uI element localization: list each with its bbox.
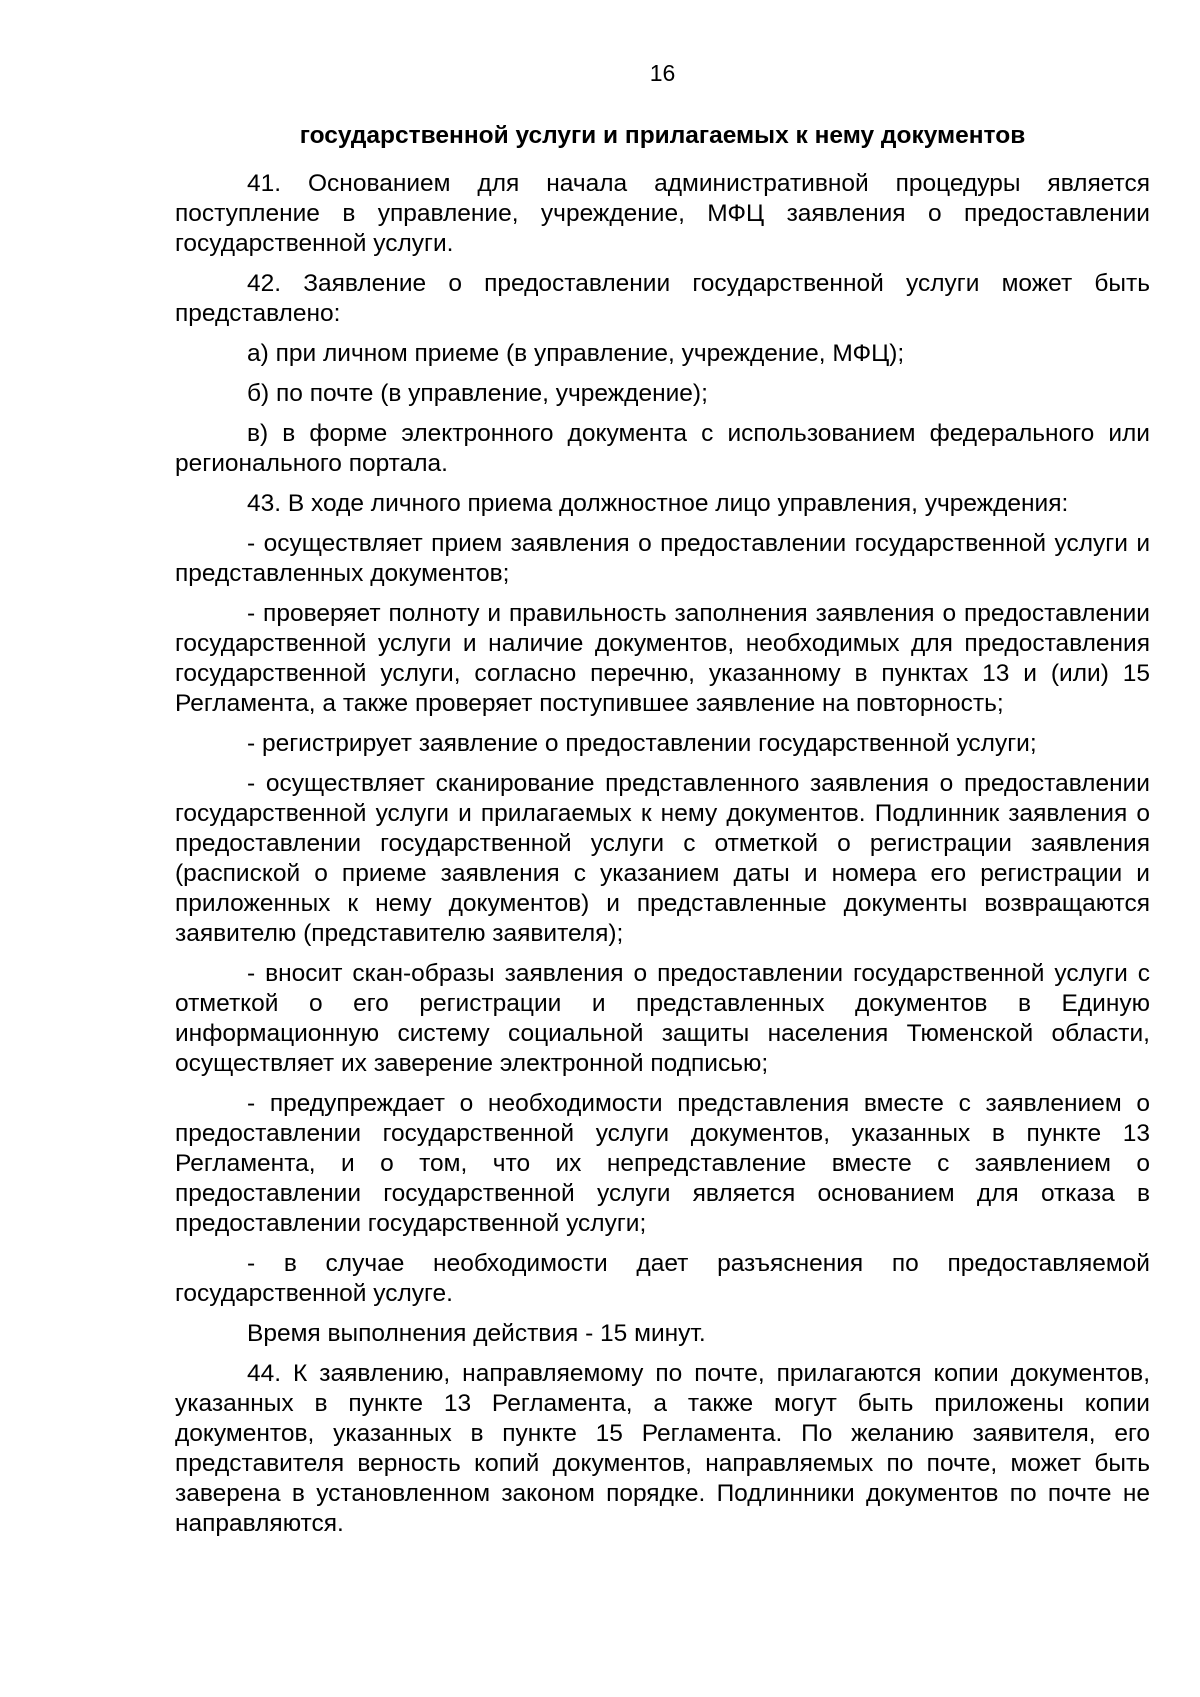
section-heading: государственной услуги и прилагаемых к нему документов <box>299 122 1026 149</box>
paragraph-42: 42. Заявление о предоставлении государственной услуги может быть представлено: <box>175 270 1150 327</box>
document-page <box>175 50 1150 1549</box>
list-item-registration: - регистрирует заявление о предоставлении государственной услуги; <box>247 730 1037 757</box>
document-body <box>175 169 1150 1539</box>
list-item-scanning: - осуществляет сканирование представленного заявления о предоставлении государственной услуги и прилагаемых к нему документов. Подлинник заявления о предоставлении государственной услуги с отметкой о регистрации заявления (распиской о приеме заявления с указанием даты и номера его регистрации и приложенных к нему документов) и представленные документы возвращаются заявителю (представителю заявителя); <box>175 770 1150 947</box>
paragraph-41: 41. Основанием для начала административной процедуры является поступление в управление, учреждение, МФЦ заявления о предоставлении государственной услуги. <box>175 170 1150 257</box>
paragraph-43: 43. В ходе личного приема должностное лицо управления, учреждения: <box>247 490 1069 517</box>
list-item-warning: - предупреждает о необходимости представления вместе с заявлением о предоставлении государственной услуги документов, указанных в пункте 13 Регламента, и о том, что их непредставление вместе с заявлением о предоставлении государственной услуги является основанием для отказа в предоставлении государственной услуги; <box>175 1090 1150 1237</box>
list-item-reception: - осуществляет прием заявления о предоставлении государственной услуги и представленных документов; <box>175 530 1150 587</box>
action-time: Время выполнения действия - 15 минут. <box>247 1320 706 1347</box>
paragraph-44: 44. К заявлению, направляемому по почте, прилагаются копии документов, указанных в пункте 13 Регламента, а также могут быть приложены копии документов, указанных в пункте 15 Регламента. По желанию заявителя, его представителя верность копий документов, направляемых по почте, может быть заверена в установленном законом порядке. Подлинники документов по почте не направляются. <box>175 1360 1150 1537</box>
list-item-a: а) при личном приеме (в управление, учреждение, МФЦ); <box>247 340 905 367</box>
list-item-b: б) по почте (в управление, учреждение); <box>247 380 708 407</box>
page-number: 16 <box>649 60 676 86</box>
list-item-verification: - проверяет полноту и правильность заполнения заявления о предоставлении государственной услуги и наличие документов, необходимых для предоставления государственной услуги, согласно перечню, указанному в пунктах 13 и (или) 15 Регламента, а также проверяет поступившее заявление на повторность; <box>175 600 1150 717</box>
list-item-scan-upload: - вносит скан-образы заявления о предоставлении государственной услуги с отметкой о его регистрации и представленных документов в Единую информационную систему социальной защиты населения Тюменской области, осуществляет их заверение электронной подписью; <box>175 960 1150 1077</box>
list-item-explanation: - в случае необходимости дает разъяснения по предоставляемой государственной услуге. <box>175 1250 1150 1307</box>
list-item-v: в) в форме электронного документа с использованием федерального или регионального портала. <box>175 420 1150 477</box>
